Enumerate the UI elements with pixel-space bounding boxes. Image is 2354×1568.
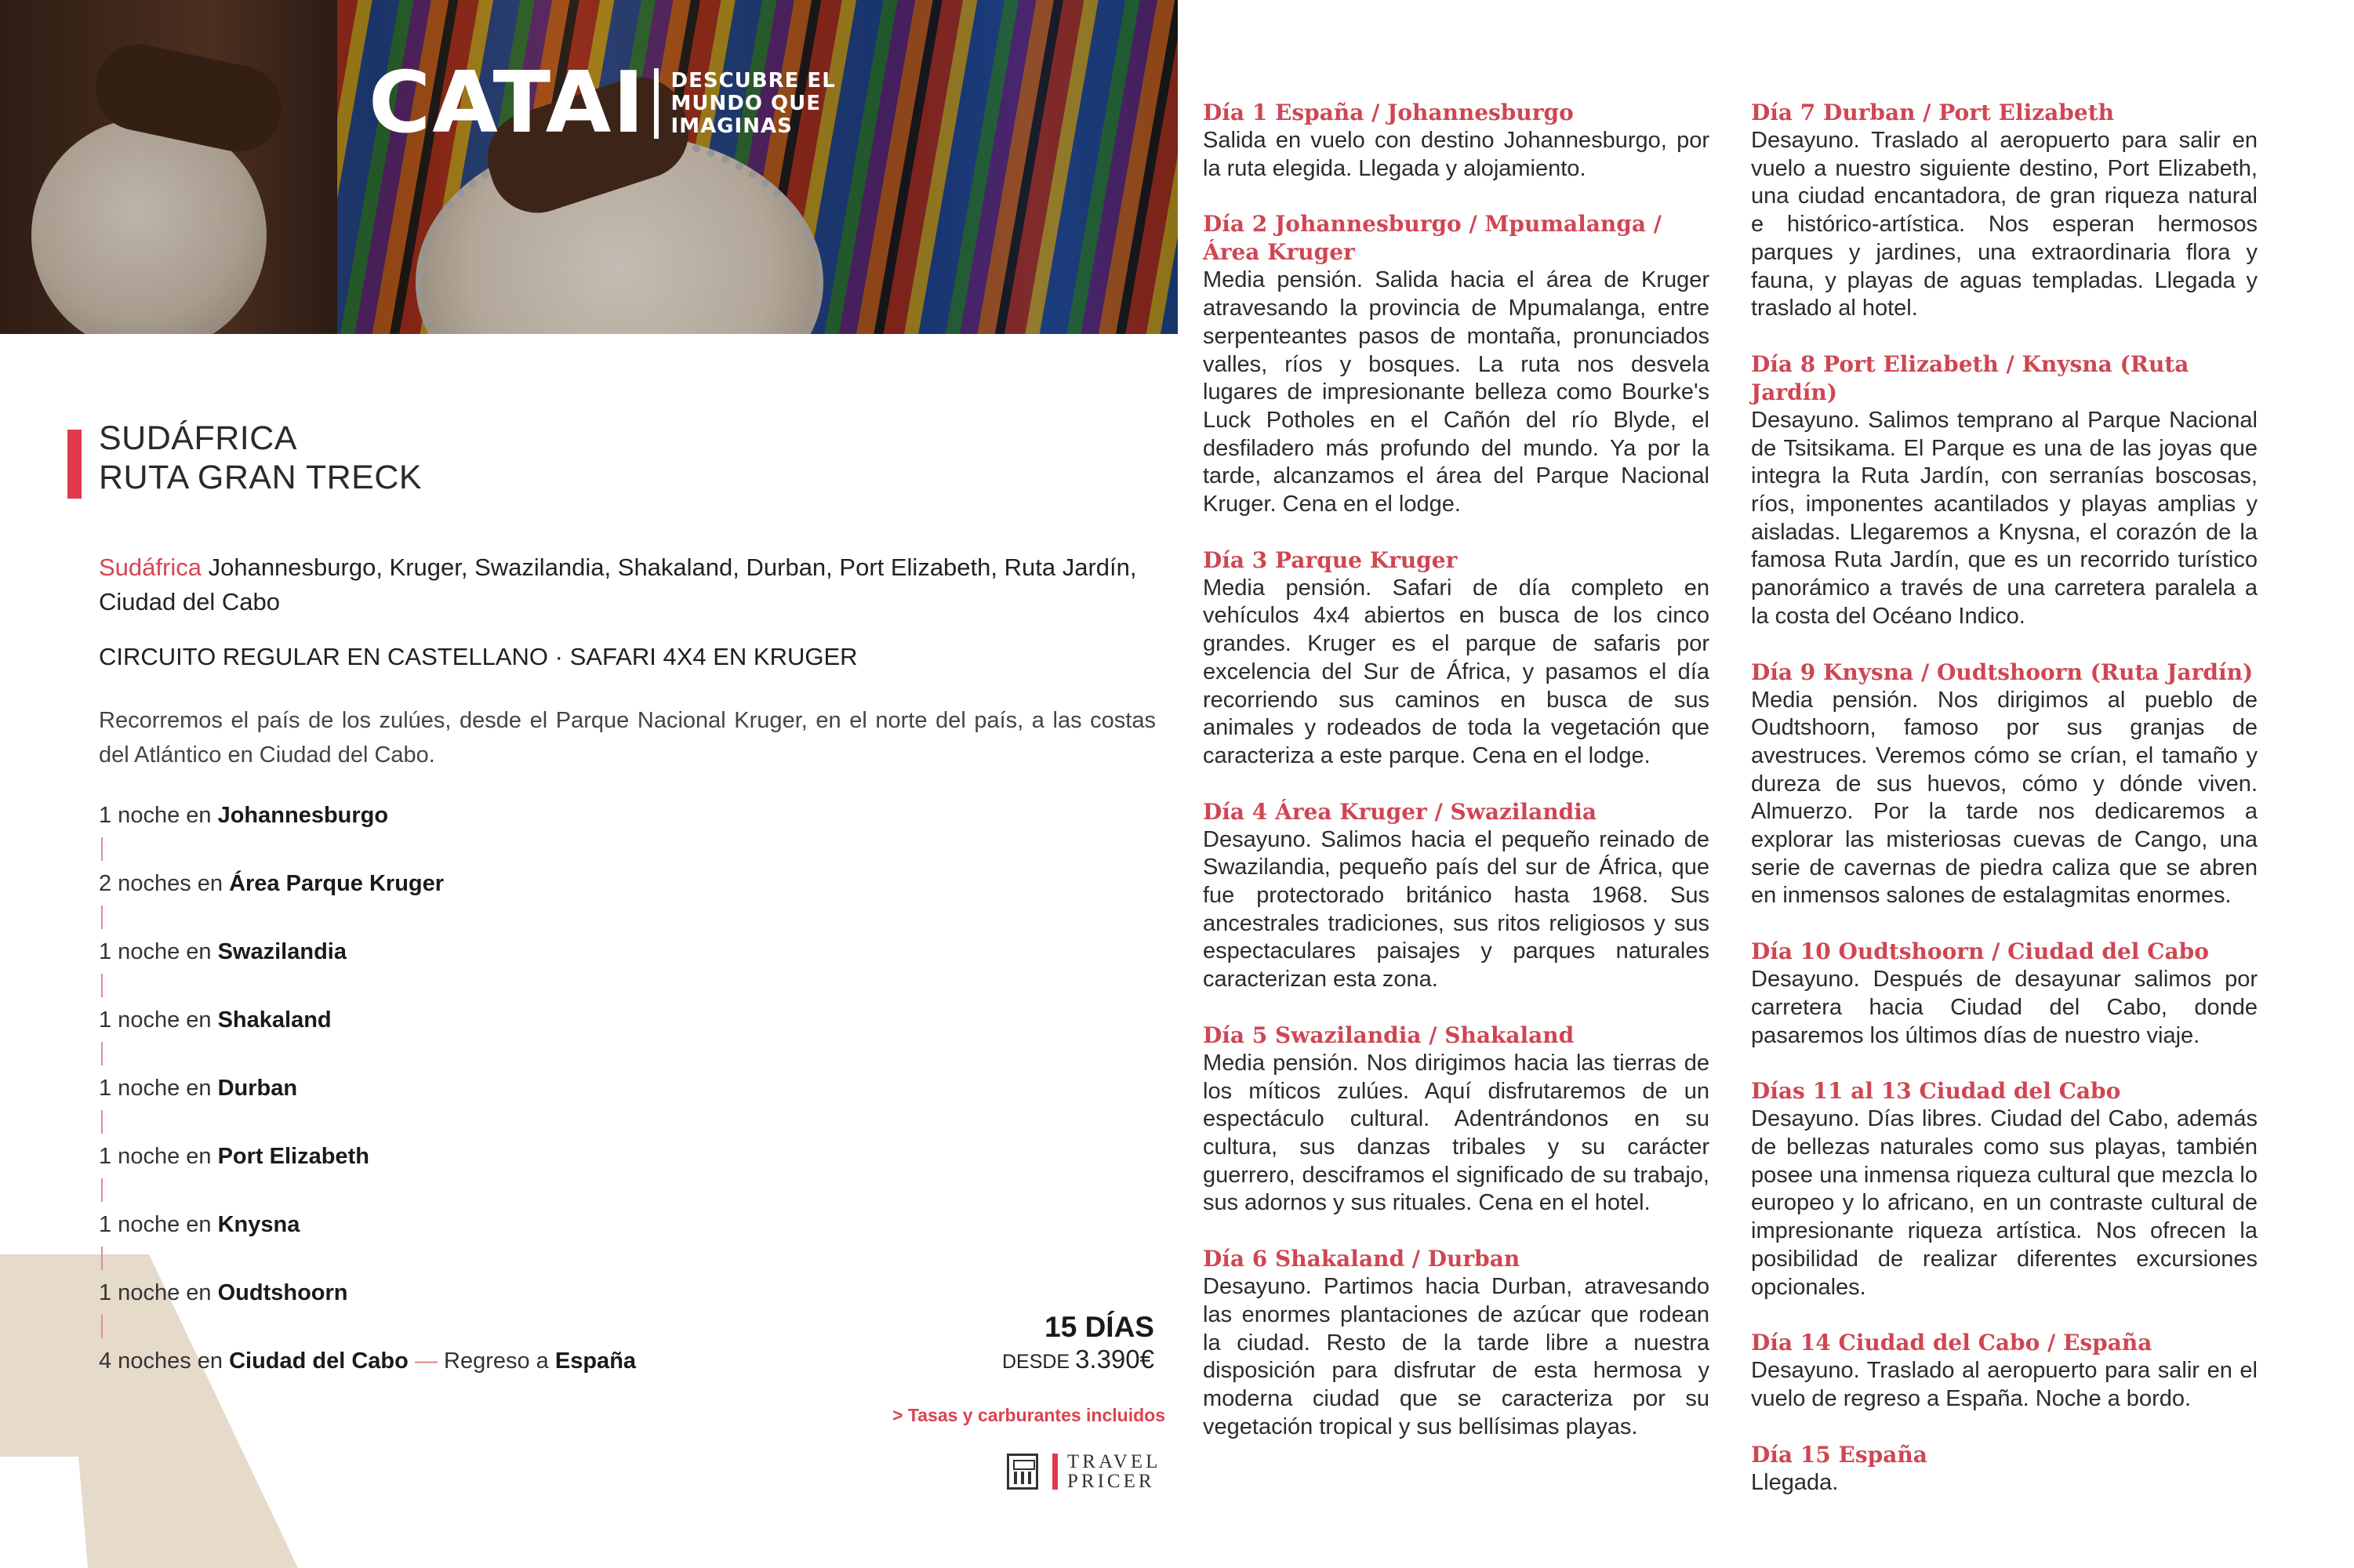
day-title: Día 5 Swazilandia / Shakaland xyxy=(1203,1022,1575,1048)
day-title: Día 2 Johannesburgo / Mpumalanga / Área Kruger xyxy=(1203,211,1662,266)
day-title: Día 1 España / Johannesburgo xyxy=(1203,100,1574,125)
intro-paragraph: Recorremos el país de los zulúes, desde el Parque Nacional Kruger, en el norte del país, a las costas del Atlántico en Ciudad del Cabo. xyxy=(99,708,1156,768)
trip-duration: 15 DÍAS xyxy=(1044,1311,1154,1343)
price-block xyxy=(1002,1311,1154,1377)
logo-wordmark: CATAI xyxy=(369,54,646,152)
day-text: Desayuno. Días libres. Ciudad del Cabo, además de bellezas naturales como sus playas, también posee una inmensa riqueza cultural que mezcla lo europeo y lo africano, en un contraste cultural de impresionante riqueza artística. Nos ofrecen la posibilidad de realizar diferentes excursiones opcionales. xyxy=(1751,1106,2258,1300)
price-amount: 3.390€ xyxy=(1075,1345,1154,1374)
list-item: 1 noche en Durban xyxy=(99,1076,298,1101)
day-title: Día 15 España xyxy=(1751,1441,1927,1468)
itinerary-column-2 xyxy=(1751,99,2258,1524)
hero-photo xyxy=(0,0,1178,334)
day-text: Desayuno. Salimos hacia el pequeño reinado de Swazilandia, pequeño país del sur de África, que fue protectorado británico hasta 1968. Sus ancestrales tradiciones, sus ritos religiosos y sus espectaculares paisajes y parques naturales caracterizan esta zona. xyxy=(1203,826,1709,993)
list-separator xyxy=(99,833,636,866)
day-entry xyxy=(1203,99,1709,183)
itinerary-column-1 xyxy=(1203,99,1709,1468)
day-title: Día 10 Oudtshoorn / Ciudad del Cabo xyxy=(1751,938,2209,965)
day-text: Desayuno. Traslado al aeropuerto para salir en el vuelo de regreso a España. Noche a bordo. xyxy=(1751,1358,2258,1411)
list-item: 1 noche en Johannesburgo xyxy=(99,803,389,828)
destination-country: Sudáfrica xyxy=(99,554,202,581)
circuit-type: CIRCUITO REGULAR EN CASTELLANO · SAFARI 4X4 EN KRUGER xyxy=(99,643,858,670)
day-text: Media pensión. Salida hacia el área de Kruger atravesando la provincia de Mpumalanga, entre serpenteantes pasos de montaña, pronunciados valles, ríos y bosques. La ruta nos desvela lugares de impresionante belleza como Bourke's Luck Potholes en el Cañón del río Blyde, el desfiladero más profundo del mundo. Ya por la tarde, alcanzamos el área del Parque Nacional Kruger. Cena en el lodge. xyxy=(1203,267,1709,517)
day-entry xyxy=(1751,99,2258,323)
day-title: Día 7 Durban / Port Elizabeth xyxy=(1751,100,2114,125)
day-text: Media pensión. Nos dirigimos hacia las tierras de los míticos zulúes. Aquí disfrutaremos de un espectáculo cultural. Adentrándonos en su cultura, sus danzas tribales y su carácter guerrero, desciframos el significado de su trabajo, sus adornos y sus rituales. Cena en el hotel. xyxy=(1203,1050,1709,1216)
day-text: Desayuno. Traslado al aeropuerto para salir en vuelo a nuestro siguiente destino, Port Elizabeth, una ciudad encantadora, de gran riqueza natural e histórico-artística. Nos esperan hermosos parques y jardines, una extraordinaria flora y fauna, y playas de aguas templadas. Llegada y traslado al hotel. xyxy=(1751,128,2258,321)
day-title: Día 8 Port Elizabeth / Knysna (Ruta Jardín) xyxy=(1751,350,2189,405)
day-text: Desayuno. Salimos temprano al Parque Nacional de Tsitsikama. El Parque es una de las joyas que integra la Ruta Jardín, con serranías boscosas, ríos, imponentes acantilados y playas amplias y aisladas. Llegaremos a Knysna, el corazón de la famosa Ruta Jardín, que es un recorrido turístico panorámico a través de una carretera paralela a la costa del Océano Indico. xyxy=(1751,407,2258,629)
list-item: 1 noche en Oudtshoorn xyxy=(99,1280,348,1305)
list-separator xyxy=(99,1037,636,1071)
day-text: Desayuno. Partimos hacia Durban, atravesando las enormes plantaciones de azúcar que rodean la ciudad. Resto de la tarde libre a nuestra disposición para disfrutar de esta hermosa y moderna ciudad que se caracteriza por su vegetación tropical y sus bellísimas playas. xyxy=(1203,1274,1709,1439)
day-entry xyxy=(1203,210,1709,518)
list-item: 1 noche en Shakaland xyxy=(99,1007,332,1033)
day-title: Día 6 Shakaland / Durban xyxy=(1203,1246,1520,1272)
list-separator xyxy=(99,1242,636,1276)
day-text: Media pensión. Nos dirigimos al pueblo de Oudtshoorn, famoso por sus granjas de avestruces. Veremos cómo se crían, el tamaño y dureza de sus huevos, cómo y dónde viven. Almuerzo. Por la tarde nos dedicaremos a explorar las misteriosas cuevas de Cango, una serie de cavernas de piedra caliza que se abren en inmensos salones de estalagmitas enormes. xyxy=(1751,687,2258,909)
day-entry xyxy=(1751,1329,2258,1413)
day-entry xyxy=(1203,1245,1709,1441)
day-entry xyxy=(1203,546,1709,771)
title-line-route: RUTA GRAN TRECK xyxy=(99,459,423,496)
title-accent-bar xyxy=(67,430,82,499)
day-title: Día 3 Parque Kruger xyxy=(1203,546,1458,573)
taxes-included-link[interactable]: > Tasas y carburantes incluidos xyxy=(892,1405,1165,1425)
day-title: Día 9 Knysna / Oudtshoorn (Ruta Jardín) xyxy=(1751,659,2254,685)
list-separator xyxy=(99,1174,636,1207)
calculator-icon xyxy=(1007,1454,1038,1490)
list-item: 4 noches en Ciudad del Cabo — Regreso a España xyxy=(99,1348,637,1374)
day-text: Llegada. xyxy=(1751,1469,1839,1495)
list-item: 1 noche en Port Elizabeth xyxy=(99,1144,369,1169)
day-entry xyxy=(1203,798,1709,994)
travel-pricer-logo: TRAVEL PRICER xyxy=(1007,1452,1161,1491)
destination-places: Johannesburgo, Kruger, Swazilandia, Shakaland, Durban, Port Elizabeth, Ruta Jardín, Ciudad del Cabo xyxy=(99,554,1137,615)
day-entry xyxy=(1751,659,2258,911)
day-text: Desayuno. Después de desayunar salimos por carretera hacia Ciudad del Cabo, donde pasaremos los últimos días de nuestro viaje. xyxy=(1751,967,2258,1048)
logo-tagline: DESCUBRE EL MUNDO QUE IMAGINAS xyxy=(670,68,836,138)
day-entry xyxy=(1751,350,2258,631)
day-entry xyxy=(1751,1441,2258,1497)
list-separator xyxy=(99,969,636,1003)
price-prefix: DESDE xyxy=(1001,1351,1070,1373)
list-item: 2 noches en Área Parque Kruger xyxy=(99,871,445,896)
title-line-country: SUDÁFRICA xyxy=(99,419,297,457)
list-item: 1 noche en Knysna xyxy=(99,1212,300,1237)
day-title: Días 11 al 13 Ciudad del Cabo xyxy=(1751,1078,2121,1105)
list-separator xyxy=(99,1310,636,1344)
day-title: Día 4 Área Kruger / Swazilandia xyxy=(1203,798,1597,825)
day-title: Día 14 Ciudad del Cabo / España xyxy=(1751,1330,2152,1356)
day-entry xyxy=(1751,938,2258,1050)
list-separator xyxy=(99,901,636,935)
day-text: Salida en vuelo con destino Johannesburgo, por la ruta elegida. Llegada y alojamiento. xyxy=(1203,128,1709,181)
list-item: 1 noche en Swazilandia xyxy=(99,939,347,964)
nights-list xyxy=(99,798,636,1378)
day-text: Media pensión. Safari de día completo en vehículos 4x4 abiertos en busca de los cinco grandes. Kruger es el parque de safaris por excelencia del Sur de África, y pasamos el día recorriendo sus caminos en busca de sus animales y rodeados de toda la vegetación que caracteriza a este parque. Cena en el lodge. xyxy=(1203,575,1709,768)
catai-logo xyxy=(369,54,836,152)
destinations xyxy=(99,550,1156,619)
list-separator xyxy=(99,1105,636,1139)
day-entry xyxy=(1203,1022,1709,1218)
day-entry xyxy=(1751,1077,2258,1301)
